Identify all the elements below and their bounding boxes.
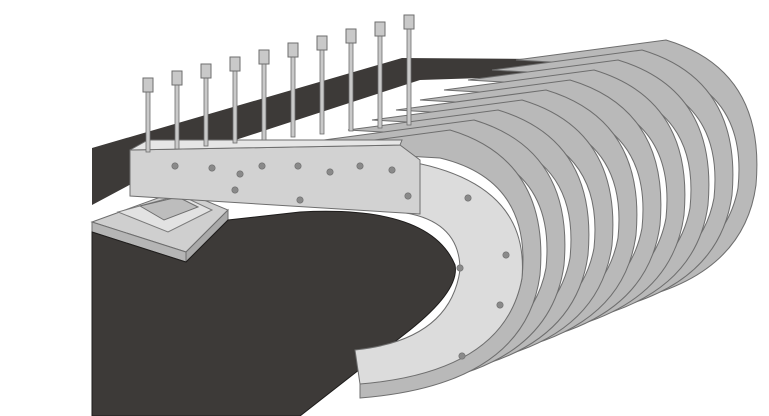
bolt-hole bbox=[259, 163, 265, 169]
bolt-hole bbox=[237, 171, 243, 177]
bolt-hole bbox=[297, 197, 303, 203]
bolt-hole bbox=[459, 353, 465, 359]
bolt-hole bbox=[503, 252, 509, 258]
bolt-hole bbox=[389, 167, 395, 173]
bolt-hole bbox=[295, 163, 301, 169]
bolt-hole bbox=[172, 163, 178, 169]
bolt-hole bbox=[457, 265, 463, 271]
bolt-hole bbox=[232, 187, 238, 193]
bolt-hole bbox=[209, 165, 215, 171]
bolt-hole bbox=[405, 193, 411, 199]
bolt-hole bbox=[465, 195, 471, 201]
bolt-hole bbox=[327, 169, 333, 175]
bolt-hole bbox=[497, 302, 503, 308]
bolt-hole bbox=[357, 163, 363, 169]
